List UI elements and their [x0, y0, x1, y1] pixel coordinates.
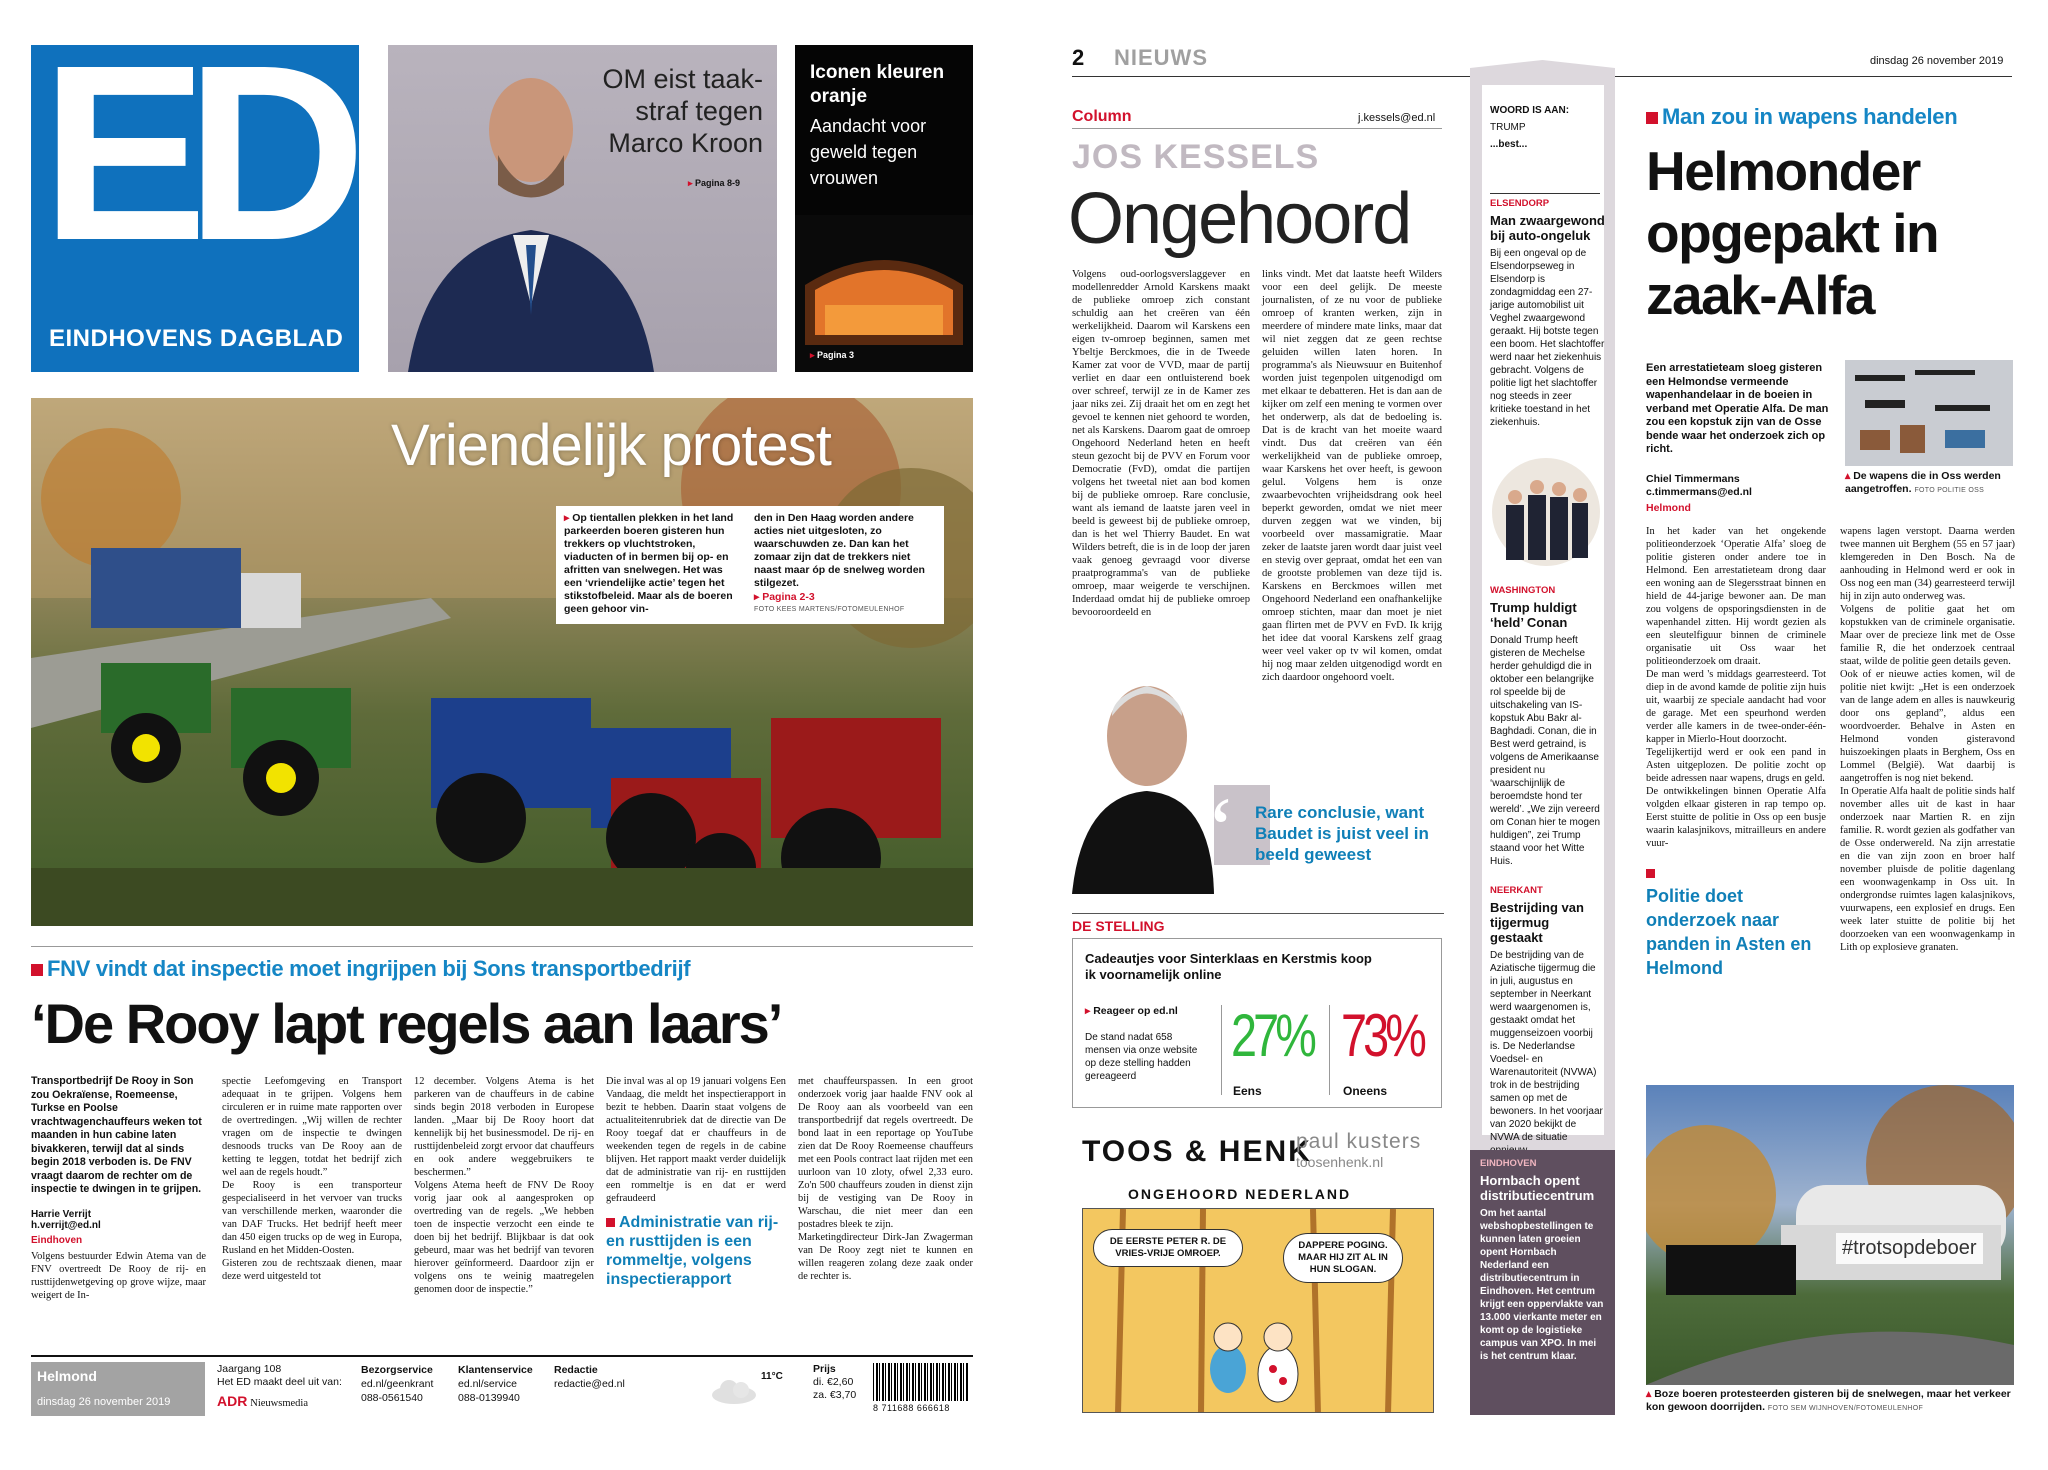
helmond-text-1: In het kader van het ongekende politieonderzoek ‘Operatie Alfa’ sloeg de politie gisteren onder andere toe in Helmond. Een arrestatieteam drong daar een woning aan de Slegersstraat binnen en hield de 44-jarige bewoner aan. De man zou volgens de opsporingsdiensten in de wapenhandel zitten. Hij wordt gezien als een sleutelfiguur binnen de criminele organisatie uit Oss waar het politieonderzoek om draait. De man werd 's middags gearresteerd. Tot diep in de avond kamde de politie zijn huis uit, waarbij ze speciale aandacht had voor de garage. Met een speurhond werden verder alle kamers in de twee-onder-één-kapper in Mierlo-Hout doorzocht. Tegelijkertijd werd er ook een pand in Asten uitgeplozen. De politie zocht op beide adressen naar wapens, drugs en geld. De ontwikkelingen binnen Operatie Alfa volgden elkaar gisteren in rap tempo op. Eerst stuitte de politie in Oss op een busje waarin kalasjnikovs, mitrailleurs en andere vuur- — [1646, 526, 1826, 849]
footer-price: Prijs di. €2,60 za. €3,70 — [813, 1363, 857, 1401]
cloud-icon — [709, 1375, 759, 1405]
column-label: Column — [1072, 108, 1132, 125]
story-subhead: Administratie van rij- en rusttijden is een rommeltje, volgens inspectierapport — [606, 1214, 779, 1288]
story-headline: ‘De Rooy lapt regels aan laars’ — [31, 992, 782, 1055]
footer — [31, 1355, 973, 1415]
helmond-text-2: wapens lagen verstopt. Daarna werden twee mannen uit Berghem (55 en 57 jaar) klemgereden in Den Bosch. Na de aanhouding in Helmond werd er ook in Oss nog een man (34) gearresteerd terwijl hij in zijn auto onderweg was. Volgens de politie gaat het om kopstukken van de criminele organisatie. Maar over de precieze link met de Osse familie R, die het onderzoek centraal staat, wilde de politie geen details geven. Ook of er nieuwe acties komen, wil de politie niet kwijt: „Het is een onderzoek van de lange adem en alles is nauwkeurig door ons gepland”, aldus een woordvoerder. Behalve in Asten en Helmond vonden gisteravond huiszoekingen plaats in Berghem, Oss en Lommel (België). Wat daarbij is aangetroffen is nog niet bekend. In Operatie Alfa haalt de politie sinds half november alles uit de kast in haar onderzoek naar Martien R. en zijn familie. R. wordt gezien als godfather van de Osse onderwereld. Na zijn arrestatie en die van zijn zoon en broer half november pluisde de politie dagenlang een woonwagenkamp in Oss uit. In ondergrondse ruimtes lagen kalasjnikovs, vuurwapens, een explosief en drugs. Een week later stuitte de politie bij het doorzoeken van een woonwagenkamp in Lith op explosieve granaten. — [1840, 526, 2015, 953]
footer-klanten: Klantenservice ed.nl/service 088-0139940 — [458, 1364, 533, 1404]
sidebar — [1470, 60, 1615, 1415]
teaser-iconen-oranje[interactable] — [795, 45, 973, 372]
photo-caption-2: den in Den Haag worden andere acties niet uitgesloten, zo waarschuwden ze. Dan kan het zomaar zijn dat de trekkers niet naast maar óp de snelweg worden stilgezet. — [754, 512, 925, 589]
story-col-1 — [31, 1075, 206, 1304]
page-number: 2 — [1072, 45, 1085, 70]
helmond-subhead: Politie doet onderzoek naar panden in Asten en Helmond — [1646, 860, 1826, 980]
woord-title: WOORD IS AAN: — [1490, 105, 1570, 116]
quote-icon: ‘ — [1206, 780, 1236, 879]
cartoon-bubble-1: DE EERSTE PETER R. DE VRIES-VRIJE OMROEP. — [1093, 1229, 1243, 1267]
stelling-note: De stand nadat 658 mensen via onze website op deze stelling hadden gereageerd — [1085, 1032, 1198, 1082]
cartoon-panel — [1082, 1208, 1434, 1413]
teaser2-sub: Aandacht voor geweld tegen vrouwen — [810, 116, 927, 188]
footer-edition — [31, 1362, 205, 1416]
stelling-no-pct: 73% — [1341, 1002, 1423, 1069]
stelling-label: DE STELLING — [1072, 918, 1165, 934]
column-author: JOS KESSELS — [1072, 138, 1320, 176]
helmond-headline: Helmonder opgepakt in zaak-Alfa — [1646, 140, 1939, 326]
story-col-2 — [222, 1075, 402, 1285]
cartoon-title: ONGEHOORD NEDERLAND — [1128, 1186, 1352, 1202]
column-text-2: links vindt. Met dat laatste heeft Wilders voor een deel gelijk. De meeste journalisten, of ze nu voor de publieke omroep of kranten werken, zijn in meerdere of mindere mate links, maar dat wil niet zeggen dat ze geen rechtse geluiden willen laten horen. In programma's als Nieuwsuur en Buitenhof worden juist tegenpolen uitgenodigd om met elkaar te debatteren. Het is dan aan de kijker om zelf een mening te vormen over het onderwerp, als dat de bedoeling is. Dat is de kracht van het moeite waard vindt. Dus dat creëren van één werkelijkheid van de publieke omroep, waar Karskens het over heeft, is gewoon gelul. Volgens hem is onze zwaarbevochten vrijheidsdrang ook heel beperkt geworden, omdat we niet meer durven zeggen wat we vinden, bij voorbeeld over massamigratie. Maar zeker de laatste jaren wordt daar juist veel en stevig over gepraat, omdat het een van de grootste problemen van deze tijd is. Karskens en Berckmoes willen met Ongehoord Nederland een onafhankelijke omroep stichten, maar dan moet je niet gaan flirten met de PVV en FvD. Ik krijg het idee dat vooral Karskens zelf graag weer veel vaker op tv wil komen, omdat hij nog maar zelden uitgenodigd wordt en zich daardoor ongehoord voelt. — [1262, 269, 1442, 683]
trump-photo — [1492, 455, 1600, 570]
ed-logo: ED — [41, 13, 345, 292]
teaser-title: OM eist taak-straf tegen Marco Kroon — [602, 64, 763, 158]
story-text-5: met chauffeurspassen. In een groot onderzoek vorig jaar haalde FNV ook al De Rooy aan als voorbeeld van een transportbedrijf dat regels overtreedt. De bond laat in een reportage op YouTube zien dat De Rooy Roemeense chauffeurs met een Pools contract laat rijden met een uurloon van 10 zloty, ofwel 2,33 euro. Zo'n 500 chauffeurs zouden in dienst zijn bij de vestiging van De Rooy in Warschau, die niet meer dan een postadres bleek te zijn. Marketingdirecteur Dirk-Jan Zwagerman van De Rooy zegt niet te kunnen en willen reageren zolang deze zaak onder de rechter is. — [798, 1076, 973, 1282]
footer-edition-name: Helmond — [37, 1368, 97, 1384]
helmond-place: Helmond — [1646, 502, 1691, 514]
protest-photo — [1646, 1085, 2014, 1385]
column-headline: Ongehoord — [1068, 179, 1411, 259]
stelling-yes-pct: 27% — [1231, 1002, 1313, 1069]
footer-bezorg: Bezorgservice ed.nl/geenkrant 088-0561540 — [361, 1364, 434, 1404]
stelling-box — [1072, 938, 1442, 1108]
photo-caption-page: ▸ Pagina 2-3 — [754, 591, 815, 603]
weapons-photo — [1845, 360, 2013, 466]
column-col-2 — [1262, 268, 1442, 686]
newspaper-name: EINDHOVENS DAGBLAD — [49, 325, 344, 352]
woord-best: ...best... — [1490, 139, 1528, 150]
teaser2-title: Iconen kleuren oranje — [810, 62, 945, 107]
footer-redactie: Redactie redactie@ed.nl — [554, 1364, 625, 1390]
page-date: dinsdag 26 november 2019 — [1870, 55, 2004, 67]
woord-name: TRUMP — [1490, 122, 1526, 133]
story-col-5 — [798, 1075, 973, 1285]
stelling-question: Cadeautjes voor Sinterklaas en Kerstmis koop ik voornamelijk online — [1085, 951, 1372, 982]
section-name: NIEUWS — [1114, 45, 1208, 70]
cartoon-site: toosenhenk.nl — [1296, 1154, 1384, 1170]
brief-neerkant: NEERKANT Bestrijding van tijgermug gestaakt De bestrijding van de Aziatische tijgermug die in juli, augustus en september in Neerkant werd waargenomen is, gestaakt omdat het muggenseizoen voorbij is. De Nederlandse Voedsel- en Warenautoriteit (NVWA) trok in de bestrijding samen op met de bewoners. In het voorjaar van 2020 bekijkt de NVWA de situatie — [1490, 885, 1603, 1143]
teaser-page: ▸ Pagina 8-9 — [688, 178, 741, 188]
column-col-1 — [1072, 268, 1250, 621]
footer-date: dinsdag 26 november 2019 — [37, 1396, 171, 1408]
stelling-no-label: Oneens — [1343, 1084, 1388, 1098]
teaser2-page: ▸ Pagina 3 — [810, 350, 855, 360]
barcode — [873, 1363, 968, 1401]
photo-caption-1: ▸ Op tientallen plekken in het land parkeerden boeren gisteren hun trekkers op vluchtstroken, viaducten of in bermen bij op- en afritten van snelwegen. Het was een ‘vriendelijke actie’ tegen het stikstofbeleid. Maar als de boeren geen gehoor vin- — [564, 512, 734, 615]
helmond-col-1 — [1646, 525, 1826, 980]
footer-volume: Jaargang 108 Het ED maakt deel uit van: ADR Nieuwsmedia — [217, 1363, 342, 1409]
story-col-4 — [606, 1075, 786, 1289]
helmond-kicker: Man zou in wapens handelen — [1646, 104, 1957, 130]
bezorg-link[interactable]: ed.nl/geenkrant — [361, 1378, 434, 1390]
brief-elsendorp: ELSENDORP Man zwaargewond bij auto-ongeluk Bij een ongeval op de Elsendorpseweg in Elsendorp is zondagmiddag een 27-jarige automobilist uit Veghel zwaargewond geraakt. Hij botste tegen een boom. Het slachtoffer werd naar het ziekenhuis gebracht. Volgens de politie ligt het slachtoffer nog steeds in zeer kritieke toestand in het ziekenhuis. — [1490, 198, 1605, 428]
stelling-yes-label: Eens — [1233, 1084, 1262, 1098]
teaser-marco-kroon[interactable] — [388, 45, 777, 372]
cartoon-logo: TOOS & HENK — [1082, 1135, 1312, 1168]
columnist-photo — [1072, 656, 1214, 894]
story-text-2: spectie Leefomgeving en Transport adequaat in te grijpen. Volgens hem circuleren er in ruime mate rapporten over de overtredingen. „Wij willen de rechter vragen om de inspectie te dwingen desnoods trucks van De Rooy aan de ketting te leggen, totdat het bedrijf zich wel aan de regels houdt.” De Rooy is een transporteur gespecialiseerd in het vervoer van trucks van verschillende merken, waaronder die van DAF Trucks. Het bedrijf heeft meer dan 450 eigen trucks op de weg in Europa, Rusland en het Midden-Oosten. Gisteren zou de rechtszaak dienen, maar deze werd uitgesteld tot — [222, 1076, 402, 1282]
masthead — [31, 13, 359, 372]
brief-eindhoven-box: EINDHOVEN Hornbach opent distributiecentrum Om het aantal webshopbestellingen te kunnen laten groeien opent Hornbach Nederland een distributiecentrum in Eindhoven. Het centrum krijgt een oppervlakte van 13.000 vierkante meter en komt op de logistieke campus van XPO. In mei is het centrum klaar. — [1470, 1150, 1615, 1415]
story-col-3 — [414, 1075, 594, 1298]
story-place: Eindhoven — [31, 1234, 83, 1246]
building-photo — [795, 215, 973, 372]
photo-caption-box — [556, 506, 944, 624]
story-email: h.verrijt@ed.nl — [31, 1219, 101, 1231]
story-author: Harrie Verrijt — [31, 1208, 92, 1220]
barcode-number: 8 711688 666618 — [873, 1403, 950, 1413]
column-text-1: Volgens oud-oorlogsverslaggever en modellenredder Arnold Karskens maakt de publieke omroep zich constant schuldig aan het creëren van één werkelijkheid. Daarom wil Karskens een eigen tv-omroep beginnen, samen met Ybeltje Berckmoes, die in de Tweede Kamer zat voor de VVD, maar de partij verliet en daar een ontluisterend boek over schreef, terwijl ze in de Kamer zes jaar niks zei. Zij draait het om en zegt het gevoel te kennen niet gehoord te worden, net als Karskens. Daarom gaat de omroep Ongehoord Nederland heten en heeft steun gezocht bij de PVV en Forum voor Democratie (FvD), omdat die partijen volgens het tweetal niet aan bod komen bij de publieke omroep. Rare conclusie, want als iemand de laatste jaren veel in beeld is geweest bij de publieke omroep, dan is het wel Thierry Baudet. En wat Wilders betreft, die is in de loop der jaren vaak genoeg gevraagd voor diverse praatprogramma's van de publieke omroep, maar weigerde te verschijnen. Inderdaad omdat hij de publieke omroep bevooroordeeld en — [1072, 269, 1250, 618]
protest-banner: #trotsopdeboer — [1836, 1233, 1983, 1264]
story-text-3: 12 december. Volgens Atema is het parkeren van de chauffeurs in de cabine sinds begin 2018 verboden in Europese landen. „Maar bij De Rooy hoort dat kennelijk bij het businessmodel. De rij- en rusttijdenbeleid zorgt ervoor dat chauffeurs en ook andere weggebruikers te beschermen.” Volgens Atema heeft de FNV De Rooy vorig jaar ook al aangesproken op overtreding van de regels. „We hebben toen de inspectie verzocht een einde te doen bij het bedrijf. Blijkbaar is dat ook gebeurd, maar was het bedrijf van tevoren hierover geïnformeerd. Daardoor zijn er volgens ons te weinig maatregelen genomen door de inspectie.” — [414, 1076, 594, 1295]
brief-washington: WASHINGTON Trump huldigt ‘held’ Conan Donald Trump heeft gisteren de Mechelse herder gehuldigd die in oktober een belangrijke rol speelde bij de uitschakeling van IS-kopstuk Abu Bakr al-Baghdadi. Conan, die in Best werd getraind, is volgens de Amerikaanse president nu ‘waarschijnlijk de beroemdste hond ter wereld’. „We zijn vereerd om Conan hier te mogen huldigen”, zei Trump staand voor het Witte Huis. — [1490, 585, 1601, 867]
story-lead: Transportbedrijf De Rooy in Son zou Oekraïense, Roemeense, Turkse en Poolse vrachtwagenchauffeurs weken tot maanden in hun cabine laten bivakkeren, terwijl dat al sinds begin 2018 verboden is. De FNV vraagt daarom de rechter om de inspectie te dwingen in te grijpen. — [31, 1075, 202, 1195]
helmond-author: Chiel Timmermans — [1646, 473, 1740, 485]
story-text-1: Volgens bestuurder Edwin Atema van de FNV overtreedt De Rooy de rij- en rusttijdenwetgeving op grove wijze, maar weigert de In- — [31, 1250, 206, 1301]
helmond-lead: Een arrestatieteam sloeg gisteren een Helmondse vermeende wapenhandelaar in de boeien in verband met Operatie Alfa. De man zou een kopstuk zijn van de Osse bende waar het onderzoek zich op richt. — [1646, 362, 1829, 455]
helmond-email[interactable]: c.timmermans@ed.nl — [1646, 486, 1752, 498]
photo-headline: Vriendelijk protest — [391, 413, 831, 478]
story-text-4: Die inval was al op 19 januari volgens Een Vandaag, die meldt het inspectierapport in bezit te hebben. Daarin staat volgens de actualiteitenrubriek dat de directie van De Rooy toegaf dat er chauffeurs in de weekenden tegen de regels in de cabine blijven. Het rapport maakt verder duidelijk dat de administratie van rij- en rusttijden een rommeltje is en dat er werd gefraudeerd — [606, 1076, 786, 1204]
photo-credit: FOTO KEES MARTENS/FOTOMEULENHOF — [754, 606, 905, 613]
column-quote: Rare conclusie, want Baudet is juist veel in beeld geweest — [1255, 803, 1429, 864]
protest-caption: ▴ Boze boeren protesteerden gisteren bij de snelwegen, maar het verkeer kon gewoon doorrijden. FOTO SEM WIJNHOVEN/FOTOMEULENHOF — [1646, 1388, 2011, 1413]
redactie-link[interactable]: redactie@ed.nl — [554, 1378, 625, 1390]
klanten-link[interactable]: ed.nl/service — [458, 1378, 517, 1390]
adr-logo: ADR — [217, 1393, 248, 1409]
stelling-cta[interactable]: ▸ Reageer op ed.nl — [1085, 1005, 1178, 1017]
column-email[interactable]: j.kessels@ed.nl — [1358, 112, 1436, 124]
helmond-col-2 — [1840, 525, 2015, 956]
main-photo-tractors — [31, 398, 973, 926]
story-kicker: FNV vindt dat inspectie moet ingrijpen bij Sons transportbedrijf — [31, 956, 690, 982]
cartoon-artist: paul kusters — [1296, 1130, 1422, 1153]
cartoon-bubble-2: DAPPERE POGING. MAAR HIJ ZIT AL IN HUN SLOGAN. — [1283, 1233, 1403, 1283]
weapons-caption: ▴ De wapens die in Oss werden aangetroffen. FOTO POLITIE OSS — [1845, 470, 2001, 495]
temperature: 11°C — [761, 1371, 783, 1382]
